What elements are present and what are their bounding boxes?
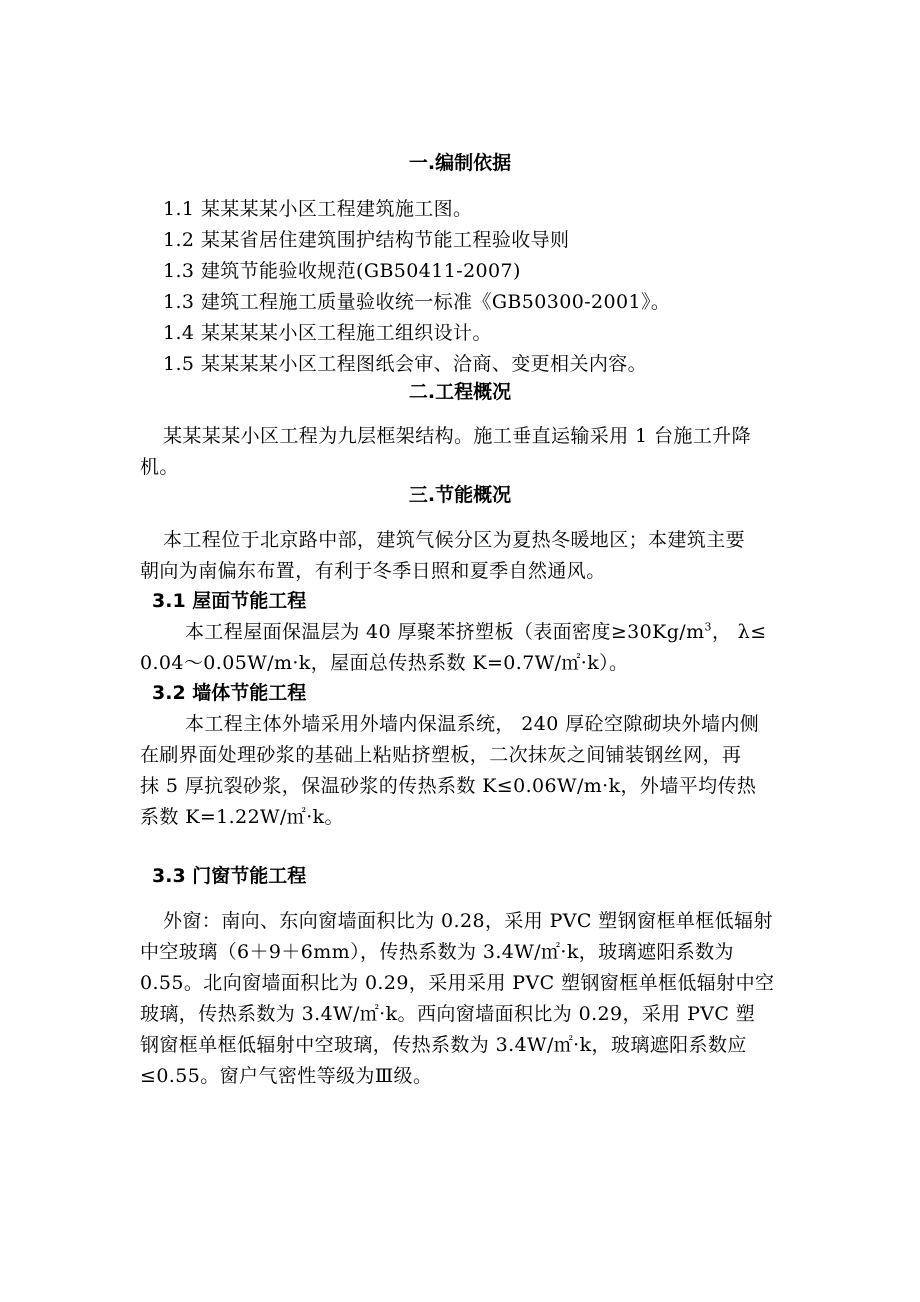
section1-item-4: 1.3 建筑工程施工质量验收统一标准《GB50300-2001》。 [163,291,671,313]
wall-title: 3.2 墙体节能工程 [152,682,307,704]
section1-item-1: 1.1 某某某某小区工程建筑施工图。 [163,198,473,220]
roof-title: 3.1 屋面节能工程 [152,590,307,612]
section1-title: 一.编制依据 [408,152,512,174]
window-title: 3.3 门窗节能工程 [152,865,307,887]
roof-line-1 [185,620,767,644]
section2-line-1: 某某某某小区工程为九层框架结构。施工垂直运输采用 1 台施工升降 [163,425,751,447]
window-line-4: 玻璃，传热系数为 3.4W/㎡·k。西向窗墙面积比为 0.29，采用 PVC 塑 [140,1003,756,1025]
wall-line-2: 在刷界面处理砂浆的基础上粘贴挤塑板，二次抹灰之间铺装钢丝网，再 [140,744,742,766]
wall-line-1: 本工程主体外墙采用外墙内保温系统， 240 厚砼空隙砌块外墙内侧 [185,713,760,735]
section2-line-2: 机。 [140,456,179,478]
section1-item-6: 1.5 某某某某小区工程图纸会审、洽商、变更相关内容。 [163,353,648,375]
window-line-1: 外窗：南向、东向窗墙面积比为 0.28，采用 PVC 塑钢窗框单框低辐射 [163,910,773,932]
window-line-6: ≤0.55。窗户气密性等级为Ⅲ级。 [140,1065,433,1087]
roof-line-2: 0.04～0.05W/m·k，屋面总传热系数 K=0.7W/㎡·k）。 [140,652,629,674]
section1-item-2: 1.2 某某省居住建筑围护结构节能工程验收导则 [163,229,570,251]
section3-intro-line-1: 本工程位于北京路中部，建筑气候分区为夏热冬暖地区；本建筑主要 [163,529,746,551]
section1-item-3: 1.3 建筑节能验收规范(GB50411-2007) [163,260,521,282]
roof-line-1-tail: ， λ≤ [711,621,767,643]
section1-item-5: 1.4 某某某某小区工程施工组织设计。 [163,322,492,344]
roof-line-1-text: 本工程屋面保温层为 40 厚聚苯挤塑板（表面密度≥30Kg/m [185,621,705,643]
roof-unit-superscript: 3 [704,620,712,634]
wall-line-4: 系数 K=1.22W/㎡·k。 [140,806,344,828]
wall-line-3: 抹 5 厚抗裂砂浆，保温砂浆的传热系数 K≤0.06W/m·k，外墙平均传热 [140,775,757,797]
section3-intro-line-2: 朝向为南偏东布置，有利于冬季日照和夏季自然通风。 [140,560,606,582]
window-line-3: 0.55。北向窗墙面积比为 0.29，采用采用 PVC 塑钢窗框单框低辐射中空 [140,972,775,994]
window-line-2: 中空玻璃（6＋9＋6mm），传热系数为 3.4W/㎡·k，玻璃遮阳系数为 [140,941,734,963]
section2-title: 二.工程概况 [408,381,512,403]
window-line-5: 钢窗框单框低辐射中空玻璃，传热系数为 3.4W/㎡·k，玻璃遮阳系数应 [140,1034,747,1056]
section3-title: 三.节能概况 [408,484,512,506]
